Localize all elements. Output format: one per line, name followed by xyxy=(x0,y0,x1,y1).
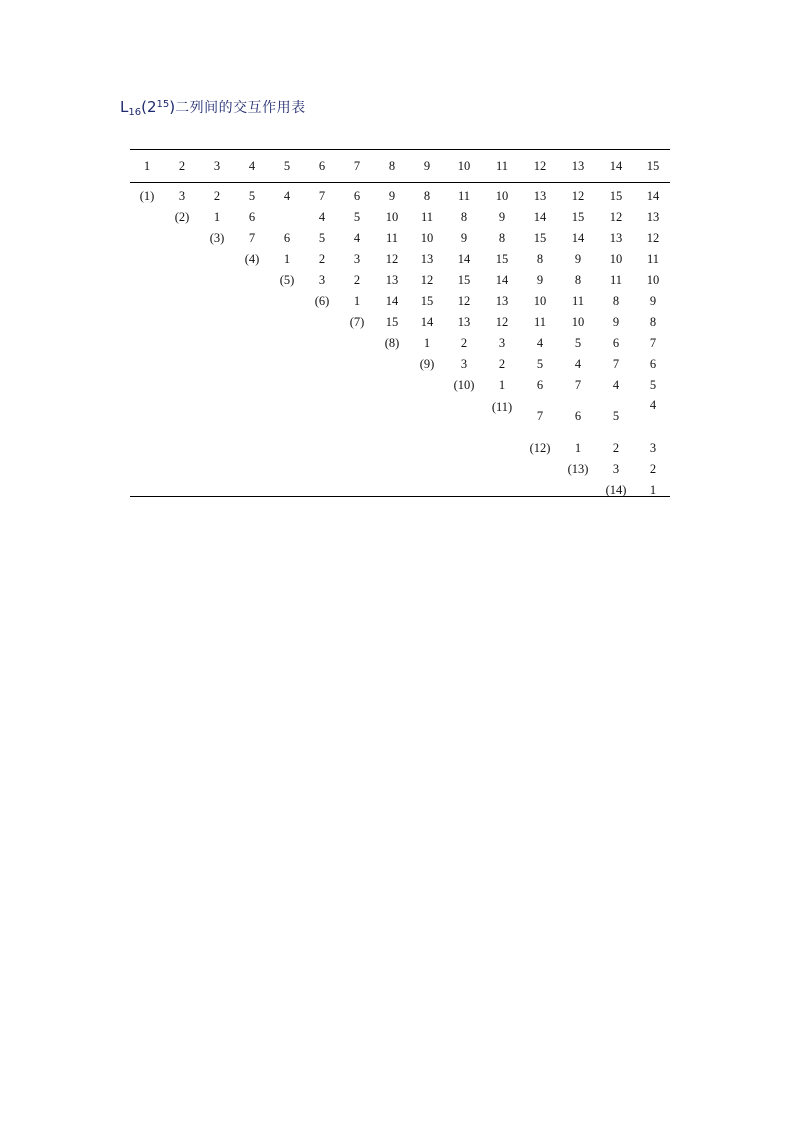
table-cell: 14 xyxy=(457,252,471,266)
table-cell: 8 xyxy=(612,294,620,308)
table-cell: 15 xyxy=(420,294,434,308)
column-header: 9 xyxy=(423,159,431,173)
table-cell: 4 xyxy=(536,336,544,350)
column-header: 10 xyxy=(457,159,471,173)
column-header: 4 xyxy=(248,159,256,173)
column-header: 2 xyxy=(178,159,186,173)
table-cell: 15 xyxy=(385,315,399,329)
table-cell: 15 xyxy=(457,273,471,287)
column-header: 3 xyxy=(213,159,221,173)
table-cell: 12 xyxy=(609,210,623,224)
table-cell: 6 xyxy=(536,378,544,392)
table-cell: 11 xyxy=(609,273,623,287)
table-cell: 9 xyxy=(612,315,620,329)
table-cell: 5 xyxy=(353,210,361,224)
title-superscript: 15 xyxy=(156,99,170,110)
table-cell: 3 xyxy=(460,357,468,371)
table-cell: 5 xyxy=(536,357,544,371)
table-cell: 13 xyxy=(420,252,434,266)
table-cell: 3 xyxy=(612,462,620,476)
table-cell: 2 xyxy=(612,441,620,455)
table-cell: 3 xyxy=(649,441,657,455)
table-cell: 12 xyxy=(420,273,434,287)
table-cell: (3) xyxy=(209,231,225,245)
table-cell: 8 xyxy=(423,189,431,203)
table-cell: 9 xyxy=(649,294,657,308)
table-cell: 2 xyxy=(213,189,221,203)
table-cell: 7 xyxy=(574,378,582,392)
table-cell: 12 xyxy=(495,315,509,329)
table-cell: 5 xyxy=(612,409,620,423)
table-cell: 7 xyxy=(612,357,620,371)
table-cell: 6 xyxy=(283,231,291,245)
table-cell: 6 xyxy=(649,357,657,371)
table-cell: (5) xyxy=(279,273,295,287)
table-cell: (9) xyxy=(419,357,435,371)
table-cell: 2 xyxy=(353,273,361,287)
table-cell: 10 xyxy=(385,210,399,224)
table-cell: 7 xyxy=(649,336,657,350)
title-prefix: L xyxy=(120,98,129,116)
title-open: (2 xyxy=(141,98,157,116)
table-cell: 4 xyxy=(318,210,326,224)
table-cell: 10 xyxy=(533,294,547,308)
table-cell: 3 xyxy=(178,189,186,203)
table-cell: (14) xyxy=(605,483,627,497)
table-cell: 10 xyxy=(495,189,509,203)
table-cell: 6 xyxy=(353,189,361,203)
table-cell: (1) xyxy=(139,189,155,203)
table-cell: 2 xyxy=(498,357,506,371)
table-cell: (10) xyxy=(453,378,475,392)
table-cell: 15 xyxy=(533,231,547,245)
table-cell: 3 xyxy=(498,336,506,350)
table-cell: 11 xyxy=(457,189,471,203)
column-header: 7 xyxy=(353,159,361,173)
table-cell: 5 xyxy=(248,189,256,203)
table-cell: 1 xyxy=(283,252,291,266)
table-cell: 8 xyxy=(498,231,506,245)
table-cell: 8 xyxy=(460,210,468,224)
table-cell: 11 xyxy=(533,315,547,329)
table-cell: 14 xyxy=(646,189,660,203)
table-cell: (8) xyxy=(384,336,400,350)
table-top-rule xyxy=(130,149,670,150)
table-cell: 4 xyxy=(612,378,620,392)
table-cell: 11 xyxy=(420,210,434,224)
table-cell: (13) xyxy=(567,462,589,476)
title-close: ) xyxy=(169,98,176,116)
column-header: 14 xyxy=(609,159,623,173)
table-cell: 4 xyxy=(574,357,582,371)
column-header: 1 xyxy=(143,159,151,173)
table-cell: 4 xyxy=(649,398,657,412)
table-cell: 6 xyxy=(574,409,582,423)
table-cell: 11 xyxy=(385,231,399,245)
table-cell: 7 xyxy=(536,409,544,423)
column-header: 11 xyxy=(495,159,509,173)
table-bottom-rule xyxy=(130,496,670,497)
column-header: 15 xyxy=(646,159,660,173)
table-cell: 14 xyxy=(420,315,434,329)
table-cell: 4 xyxy=(353,231,361,245)
table-cell: 1 xyxy=(353,294,361,308)
table-cell: 14 xyxy=(385,294,399,308)
table-cell: 13 xyxy=(385,273,399,287)
column-header: 6 xyxy=(318,159,326,173)
table-cell: 1 xyxy=(423,336,431,350)
table-cell: 9 xyxy=(460,231,468,245)
table-cell: 2 xyxy=(318,252,326,266)
table-cell: 9 xyxy=(536,273,544,287)
table-cell: 6 xyxy=(612,336,620,350)
column-header: 13 xyxy=(571,159,585,173)
table-cell: 13 xyxy=(609,231,623,245)
table-cell: 15 xyxy=(495,252,509,266)
table-cell: 10 xyxy=(571,315,585,329)
table-cell: (11) xyxy=(491,400,513,414)
table-cell: 8 xyxy=(574,273,582,287)
title-subscript: 16 xyxy=(128,107,142,118)
table-cell: 11 xyxy=(646,252,660,266)
table-cell: 5 xyxy=(318,231,326,245)
table-cell: 13 xyxy=(533,189,547,203)
table-cell: 14 xyxy=(495,273,509,287)
table-cell: 14 xyxy=(571,231,585,245)
table-cell: 13 xyxy=(495,294,509,308)
table-cell: (7) xyxy=(349,315,365,329)
table-cell: 3 xyxy=(318,273,326,287)
table-cell: 12 xyxy=(385,252,399,266)
table-cell: 12 xyxy=(571,189,585,203)
table-cell: 12 xyxy=(457,294,471,308)
table-cell: 11 xyxy=(571,294,585,308)
table-cell: 15 xyxy=(609,189,623,203)
table-cell: 5 xyxy=(649,378,657,392)
table-cell: (4) xyxy=(244,252,260,266)
table-cell: 10 xyxy=(609,252,623,266)
table-cell: 13 xyxy=(457,315,471,329)
table-cell: 10 xyxy=(420,231,434,245)
table-cell: 12 xyxy=(646,231,660,245)
table-cell: 2 xyxy=(460,336,468,350)
table-cell: (6) xyxy=(314,294,330,308)
table-cell: (2) xyxy=(174,210,190,224)
table-cell: 7 xyxy=(318,189,326,203)
title-text: 二列间的交互作用表 xyxy=(175,100,306,116)
table-cell: 1 xyxy=(213,210,221,224)
table-cell: 9 xyxy=(498,210,506,224)
table-cell: 3 xyxy=(353,252,361,266)
column-header: 5 xyxy=(283,159,291,173)
table-cell: 8 xyxy=(649,315,657,329)
table-cell: 2 xyxy=(649,462,657,476)
table-title xyxy=(120,97,306,118)
table-cell: 7 xyxy=(248,231,256,245)
table-cell: 14 xyxy=(533,210,547,224)
table-header-rule xyxy=(130,182,670,183)
table-cell: 1 xyxy=(498,378,506,392)
table-cell: 9 xyxy=(388,189,396,203)
table-cell: 1 xyxy=(649,483,657,497)
table-cell: 10 xyxy=(646,273,660,287)
table-cell: 1 xyxy=(574,441,582,455)
table-cell: 8 xyxy=(536,252,544,266)
table-cell: 9 xyxy=(574,252,582,266)
table-cell: (12) xyxy=(529,441,551,455)
table-cell: 13 xyxy=(646,210,660,224)
column-header: 12 xyxy=(533,159,547,173)
table-cell: 4 xyxy=(283,189,291,203)
column-header: 8 xyxy=(388,159,396,173)
table-cell: 6 xyxy=(248,210,256,224)
table-cell: 5 xyxy=(574,336,582,350)
table-cell: 15 xyxy=(571,210,585,224)
